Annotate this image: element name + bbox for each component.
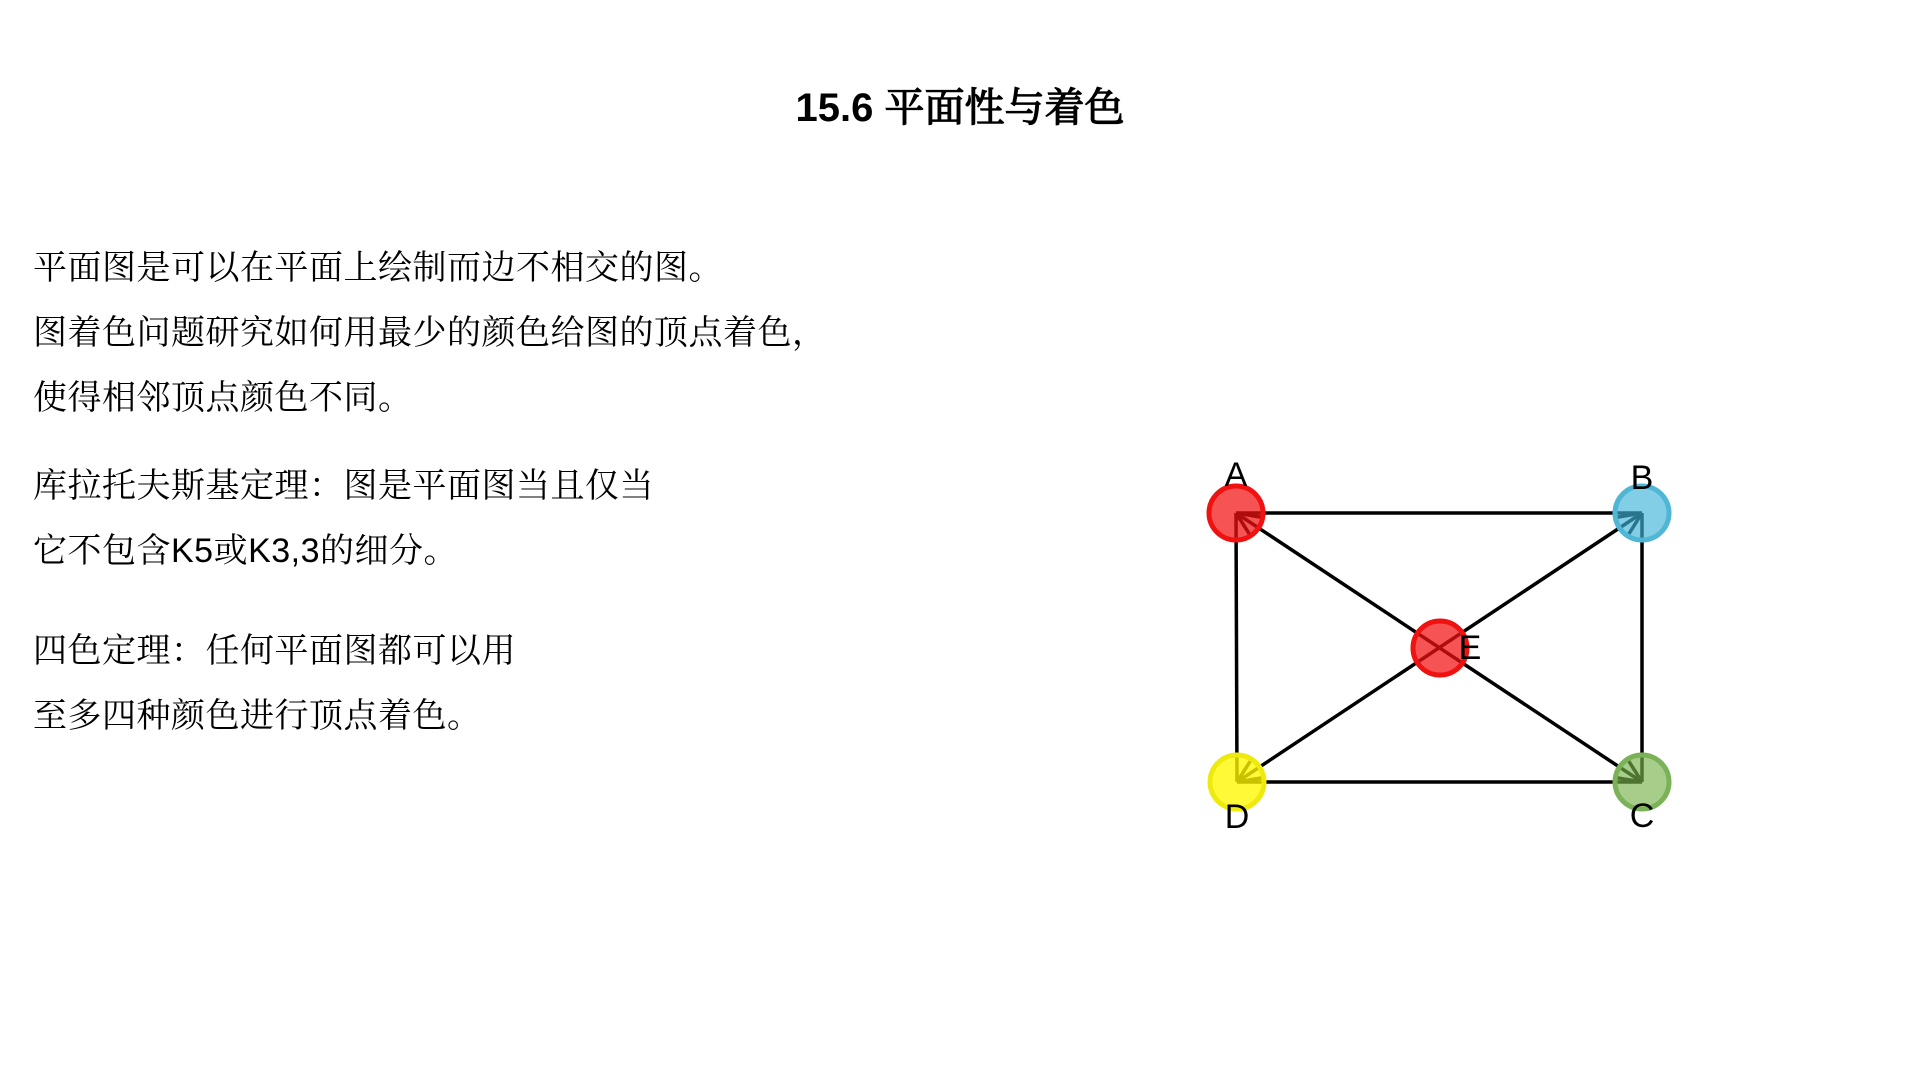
vertex-label-E: E [1458,629,1482,667]
text-line: 使得相邻顶点颜色不同。 [33,379,413,417]
text-line: 平面图是可以在平面上绘制而边不相交的图。 [33,249,723,287]
text-line: 库拉托夫斯基定理：图是平面图当且仅当 [33,467,654,505]
vertex-A[interactable] [1209,486,1263,540]
page-title: 15.6 平面性与着色 [795,86,1125,130]
text-line: 图着色问题研究如何用最少的颜色给图的顶点着色， [33,314,827,352]
text-line: 至多四种颜色进行顶点着色。 [33,697,482,735]
vertex-label-C: C [1629,797,1655,835]
edge-A-D [1236,513,1237,782]
vertex-label-D: D [1224,798,1250,836]
text-line: 它不包含K5或K3,3的细分。 [33,532,459,570]
text-line: 四色定理：任何平面图都可以用 [33,632,516,670]
vertex-label-B: B [1630,459,1654,497]
vertex-label-A: A [1224,456,1248,494]
